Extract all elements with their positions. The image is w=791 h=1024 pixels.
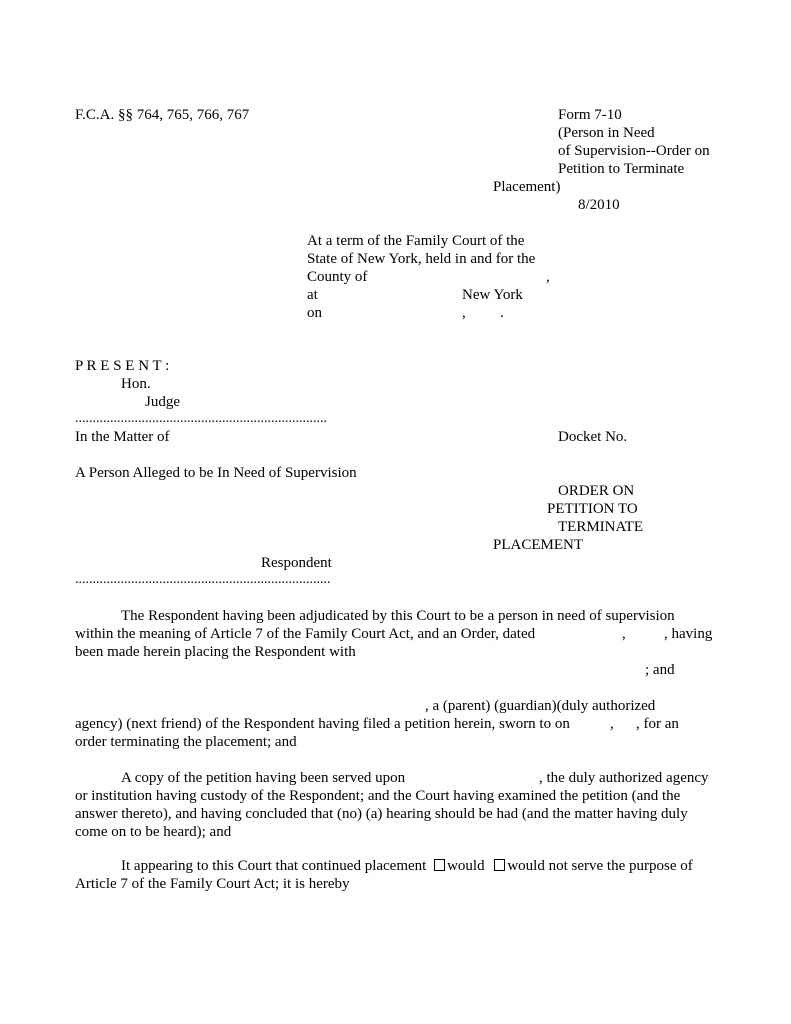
docket-number-label: Docket No.	[558, 429, 628, 445]
date-comma: ,	[622, 626, 626, 642]
order-title-line: TERMINATE	[558, 519, 643, 535]
paragraph-line: The Respondent having been adjudicated by this Court to be a person in need of supervision	[121, 608, 675, 624]
at-label: at	[307, 287, 318, 303]
paragraph-line: Article 7 of the Family Court Act; it is hereby	[75, 876, 350, 892]
date-period: .	[500, 305, 504, 321]
paragraph-line: within the meaning of Article 7 of the Family Court Act, and an Order, dated	[75, 626, 536, 642]
paragraph-fragment: , for an	[636, 716, 679, 732]
date-comma: ,	[610, 716, 614, 732]
respondent-description: A Person Alleged to be In Need of Supervision	[75, 465, 357, 481]
paragraph-fragment: , having	[664, 626, 713, 642]
paragraph-line: agency) (next friend) of the Respondent having filed a petition herein, sworn to on	[75, 716, 570, 732]
paragraph-line: answer thereto), and having concluded that (no) (a) hearing should be had (and the matter having duly	[75, 806, 688, 822]
paragraph-line: come on to be heard); and	[75, 824, 232, 840]
paragraph-line: A copy of the petition having been served upon	[121, 770, 406, 786]
present-label: P R E S E N T :	[75, 358, 170, 374]
date-comma: ,	[462, 305, 466, 321]
county-label: County of	[307, 269, 368, 285]
caption-divider-bottom: .........................................................................	[75, 572, 331, 587]
order-title-line: PETITION TO	[547, 501, 638, 517]
court-term-line: State of New York, held in and for the	[307, 251, 536, 267]
paragraph-line: , a (parent) (guardian)(duly authorized	[425, 698, 656, 714]
county-comma: ,	[546, 269, 550, 285]
order-title-line: PLACEMENT	[493, 537, 583, 553]
would-option-label: would	[447, 858, 485, 874]
paragraph-line: or institution having custody of the Respondent; and the Court having examined the petition (and the	[75, 788, 681, 804]
statute-citation: F.C.A. §§ 764, 765, 766, 767	[75, 107, 250, 123]
paragraph-line: order terminating the placement; and	[75, 734, 297, 750]
form-date: 8/2010	[578, 197, 620, 213]
paragraph-line	[121, 857, 693, 875]
order-title-line: ORDER ON	[558, 483, 635, 499]
on-label: on	[307, 305, 322, 321]
in-the-matter-of: In the Matter of	[75, 429, 170, 445]
hon-label: Hon.	[121, 376, 151, 392]
form-subtitle-line: Petition to Terminate	[558, 161, 685, 177]
paragraph-fragment: ; and	[645, 662, 675, 678]
state-new-york: New York	[462, 287, 523, 303]
caption-divider-top: ........................................................................	[75, 411, 327, 426]
would-not-checkbox[interactable]	[494, 859, 505, 871]
paragraph-fragment: It appearing to this Court that continued placement	[121, 858, 427, 874]
judge-label: Judge	[145, 394, 180, 410]
form-subtitle-line: Placement)	[493, 179, 561, 195]
court-term-line: At a term of the Family Court of the	[307, 233, 525, 249]
form-number: Form 7-10	[558, 107, 622, 123]
respondent-label: Respondent	[261, 555, 332, 571]
would-not-option-label: would not serve the purpose of	[507, 858, 693, 874]
form-subtitle-line: of Supervision--Order on	[558, 143, 710, 159]
paragraph-line: been made herein placing the Respondent with	[75, 644, 356, 660]
form-subtitle-line: (Person in Need	[558, 125, 655, 141]
paragraph-fragment: , the duly authorized agency	[539, 770, 709, 786]
would-checkbox[interactable]	[434, 859, 445, 871]
